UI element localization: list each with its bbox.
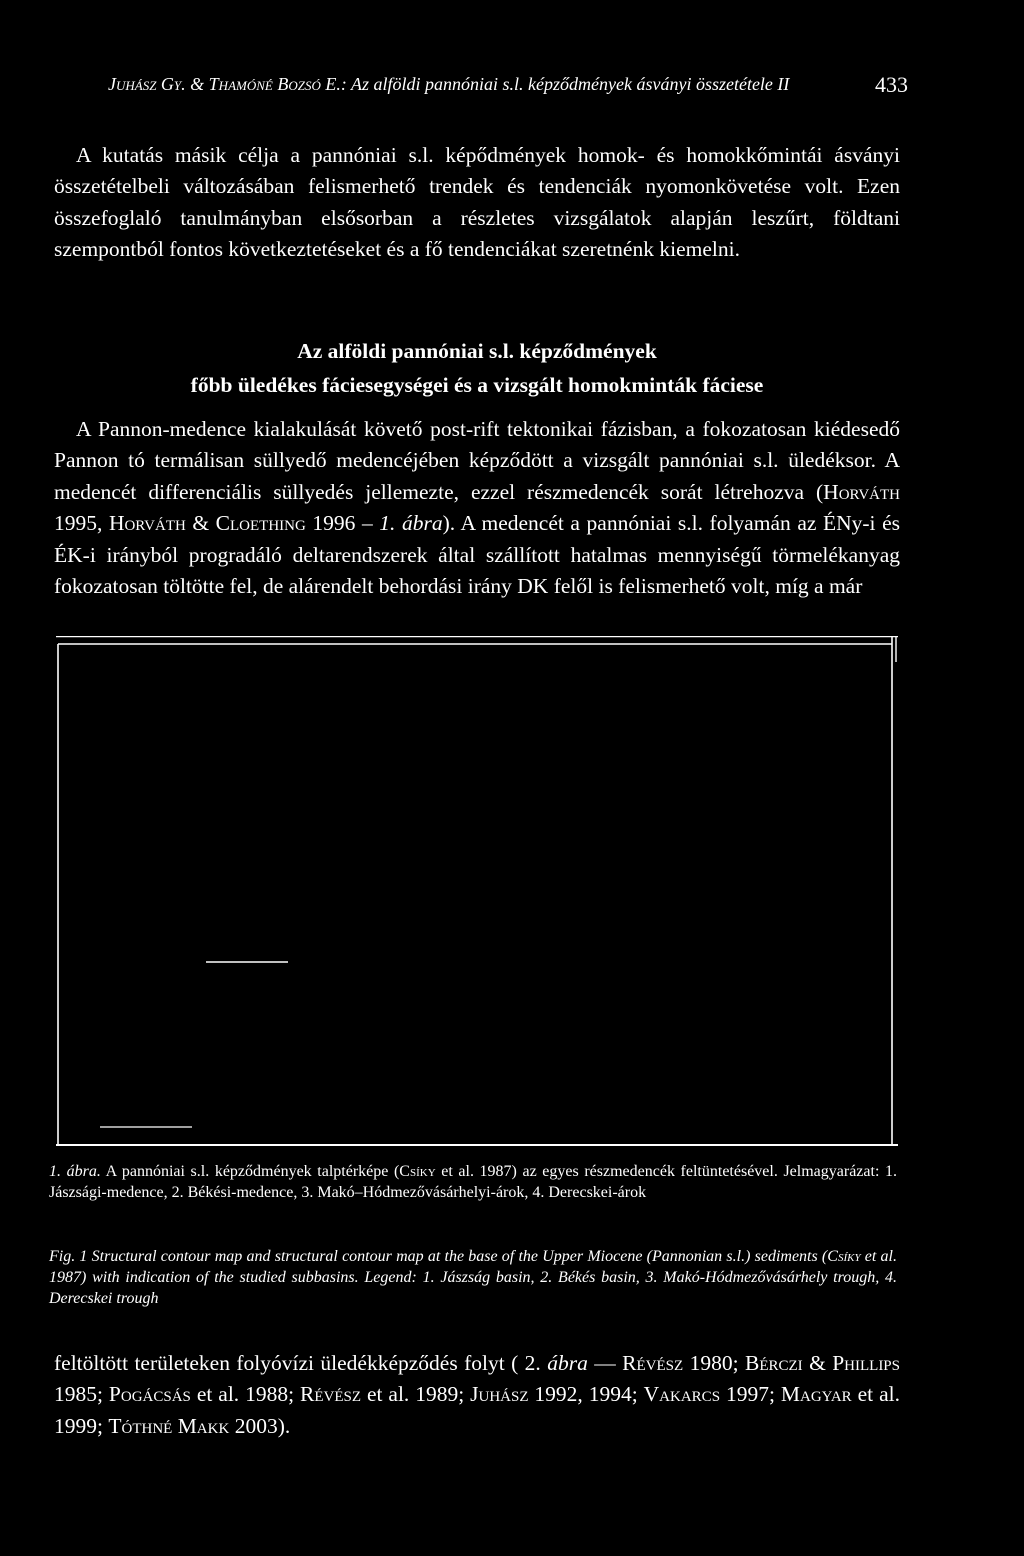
figure-caption-hungarian [49,1161,897,1203]
figure-1-map [56,636,898,1148]
citation-author: Magyar [780,1382,852,1407]
body-paragraph-text [54,414,900,602]
running-head [108,74,908,95]
page-number: 433 [875,72,908,97]
body-text-segment: et al. 1988; [190,1382,300,1407]
continuation-paragraph-text [54,1348,900,1442]
body-text-segment: 1980; [683,1351,745,1375]
body-text-segment: 1992, 1994; [528,1382,644,1407]
body-paragraph [54,414,900,602]
citation-author: Vakarcs [643,1382,721,1407]
citation-author: Horváth [823,479,900,504]
citation-author: Csíky [827,1248,861,1265]
running-head-title: : Az alföldi pannóniai s.l. képződmények ásványi összetétele II [340,74,790,94]
body-text-segment: 1995, [54,511,109,536]
caption-text: A pannóniai s.l. képződmények talptérképe ( [100,1163,400,1180]
body-text-segment: & [802,1351,833,1375]
body-text-segment: ). A medencét a pannóniai s.l. folyamán az ÉNy-i és ÉK-i irányból progradáló deltarendszerek által szállított hatalmas mennyiségű törmelékanyag fokozatosan töltötte fel, de alárendelt behordási irány DK felől is felismerhető volt, míg a már [54,511,901,599]
figure-reference: ábra [547,1351,588,1375]
caption-label: 1. ábra. [49,1163,101,1180]
citation-author: Révész [300,1382,362,1407]
body-text-segment: — [587,1351,623,1375]
section-heading [54,334,900,402]
citation-author: Cloething [215,511,306,536]
citation-author: Pogácsás [108,1382,191,1407]
caption-label: Fig. 1 [49,1248,88,1265]
caption-text: et al. 1987) az egyes részmedencék feltüntetésével. Jelmagyarázat: 1. Jászsági-medence, 2. Békési-medence, 3. Makó–Hódmezővásárhelyi-árok, 4. Derecskei-árok [49,1163,897,1201]
intro-paragraph-text: A kutatás másik célja a pannóniai s.l. képődmények homok- és homokkőmintái ásványi összetételbeli változásában felismerhető trendek és tendenciák nyomonkövetése volt. Ezen összefoglaló tanulmányban elsősorban a részletes vizsgálatok alapján leszűrt, földtani szempontból fontos következtetéseket és a fő tendenciákat szeretnénk kiemelni. [54,143,900,262]
continuation-paragraph [54,1348,900,1442]
figure-1-frame [56,636,898,1148]
caption-text: Structural contour map and structural contour map at the base of the Upper Miocene (Pannonian s.l.) sediments ( [87,1248,828,1265]
section-heading-line-1: Az alföldi pannóniai s.l. képződmények [297,339,657,363]
figure-reference: 1. ábra [379,511,443,536]
caption-text: et al. 1987) with indication of the studied subbasins. Legend: 1. Jászság basin, 2. Békés basin, 3. Makó-Hódmezővásárhely trough, 4. Derecskei trough [49,1248,897,1307]
citation-author: Horváth [108,511,186,536]
body-text-segment: & [185,511,216,536]
body-text-segment: et al. 1989; [361,1382,471,1407]
body-text-segment: 1997; [720,1382,781,1407]
body-text-segment: 1985; [54,1382,109,1407]
body-text-segment: A Pannon-medence kialakulását követő post-rift tektonikai fázisban, a fokozatosan kiédesedő Pannon tó termálisan süllyedő medencéjében képződött a vizsgált pannóniai s.l. üledéksor. A medencét differenciális süllyedés jellemezte, ezzel részmedencék sorát létrehozva ( [54,417,900,504]
body-text-segment: 1996 – [305,511,380,536]
citation-author: Phillips [832,1351,900,1375]
citation-author: Bérczi [744,1351,803,1375]
citation-author: Tóthné Makk [108,1413,230,1438]
figure-caption-english [49,1246,897,1309]
citation-author: Juhász [470,1382,529,1407]
citation-author: Révész [622,1351,684,1375]
intro-paragraph [54,140,900,266]
section-heading-line-2: főbb üledékes fáciesegységei és a vizsgált homokminták fáciese [190,373,764,397]
body-text-segment: et al. 1999; [54,1382,900,1438]
citation-author: Csíky [399,1163,436,1180]
running-head-authors: Juhász Gy. & Thamóné Bozsó E. [108,74,341,94]
body-text-segment: 2003). [229,1413,291,1438]
body-text-segment: feltöltött területeken folyóvízi üledékképződés folyt ( 2. [54,1351,548,1375]
